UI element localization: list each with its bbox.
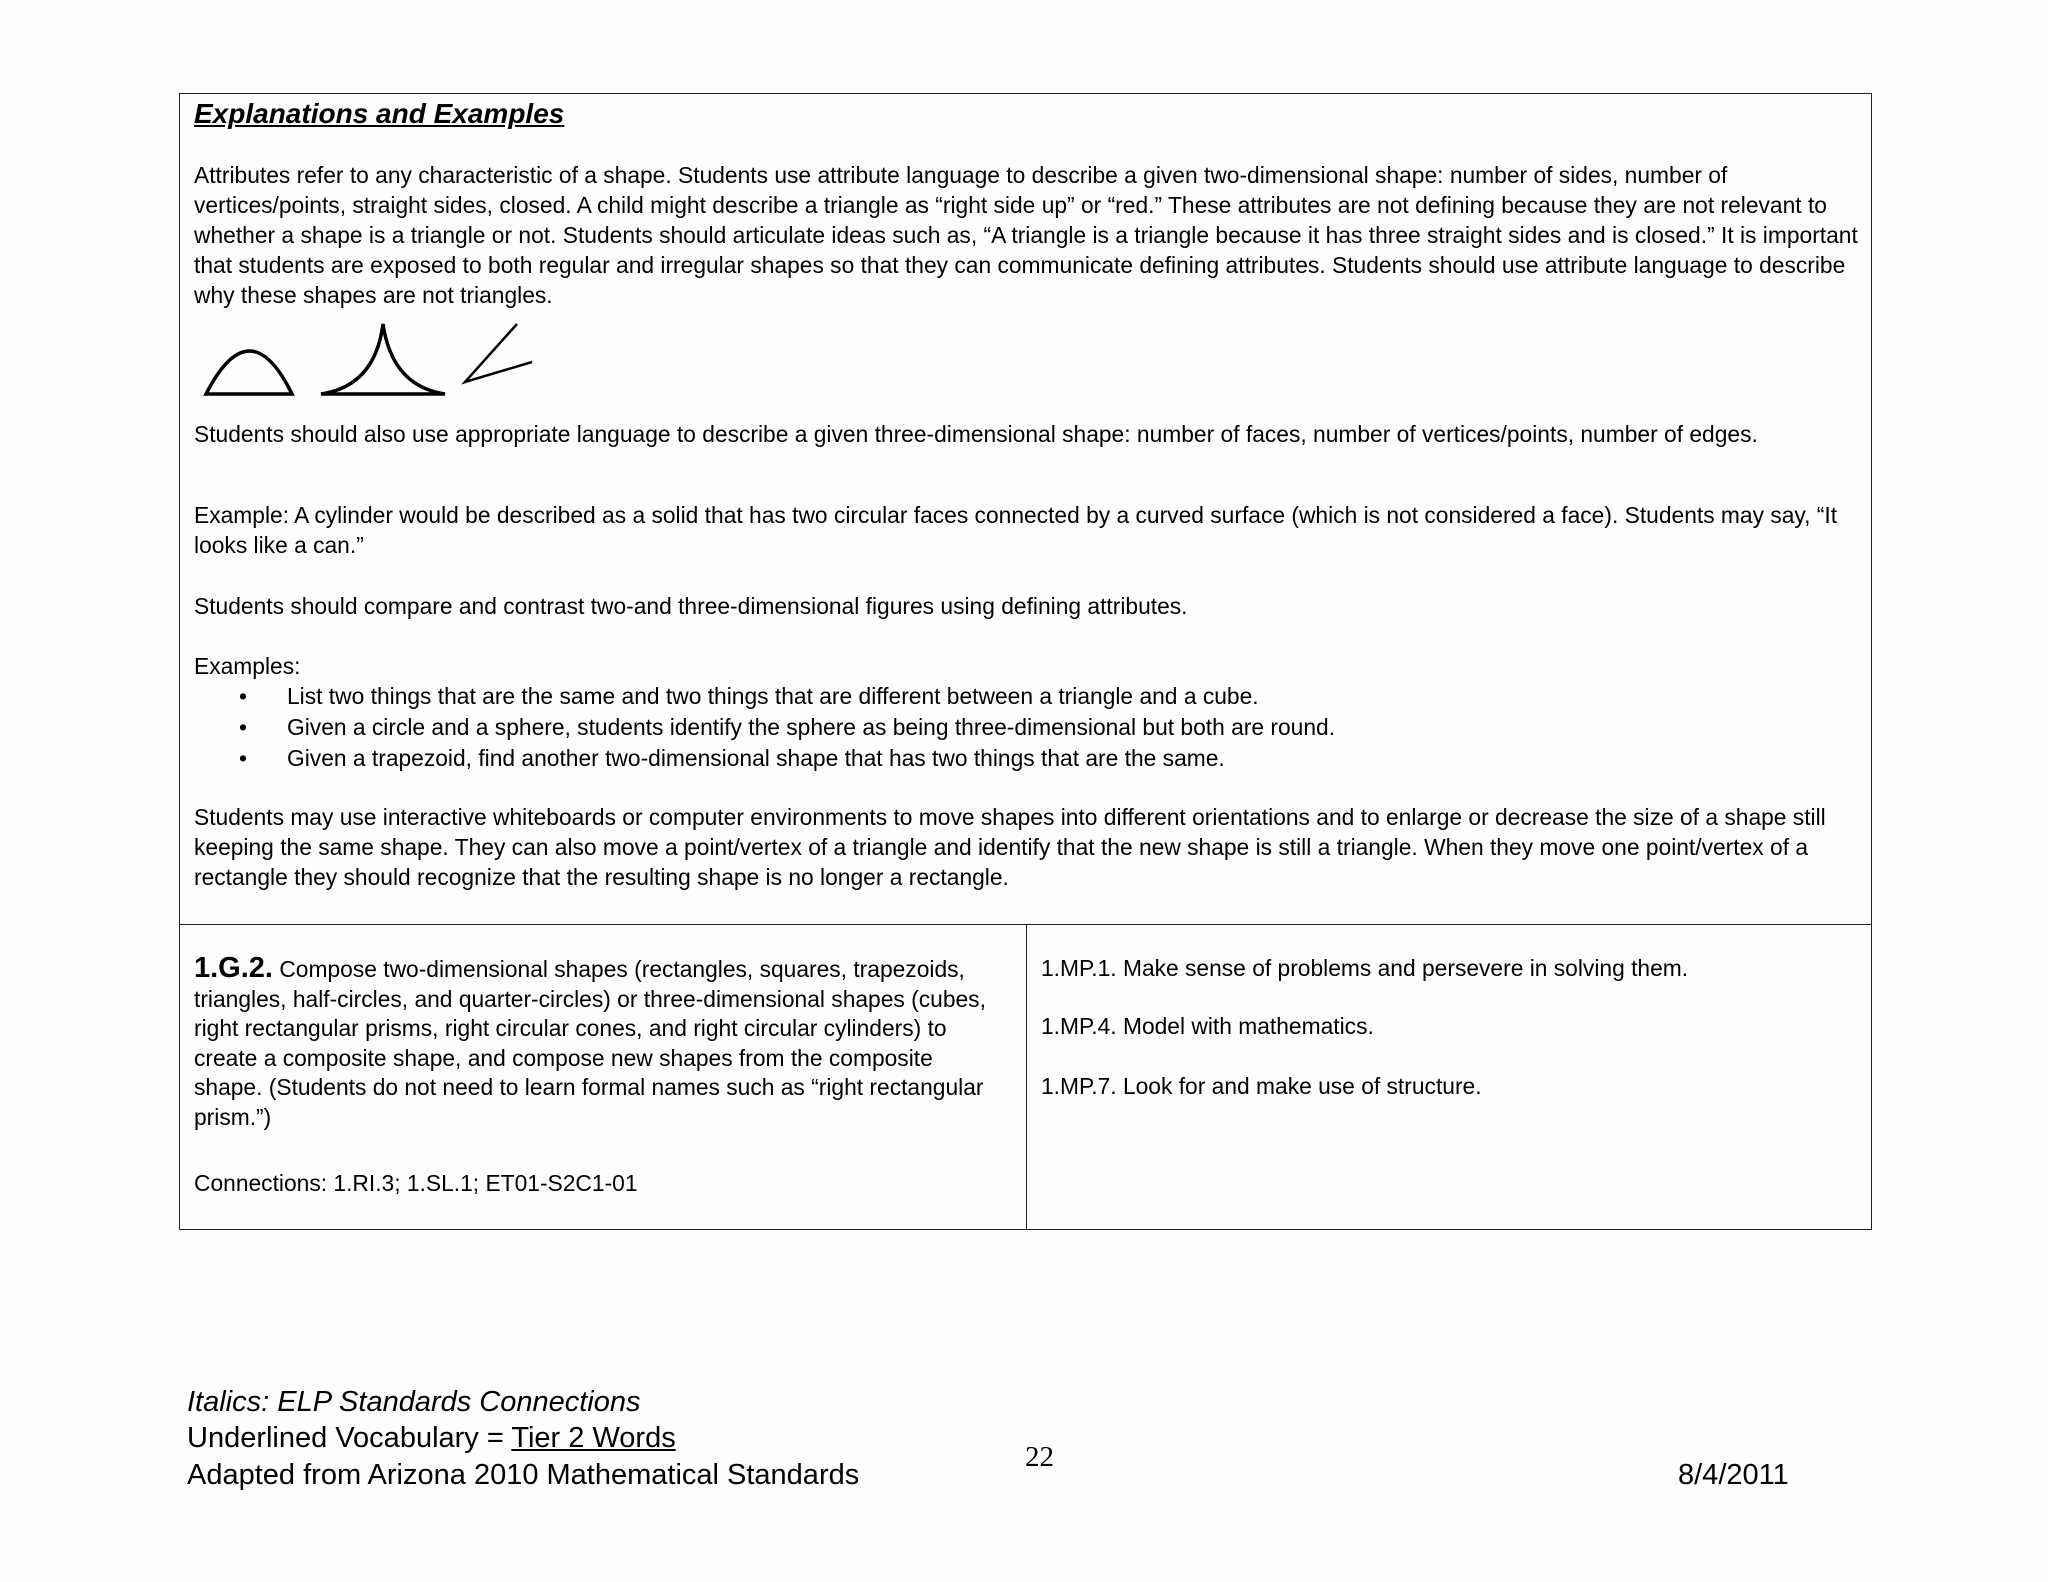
practices-cell: [1026, 924, 1872, 1230]
examples-label: Examples:: [194, 653, 301, 679]
section-heading: Explanations and Examples: [194, 98, 565, 129]
footer-vocab-line: Underlined Vocabulary = Tier 2 Words: [187, 1422, 676, 1454]
practice-item: 1.MP.1. Make sense of problems and persevere in solving them.: [1041, 955, 1689, 981]
list-item: • Given a trapezoid, find another two-dimensional shape that has two things that are the same.: [194, 743, 1335, 774]
examples-list: [194, 681, 1335, 774]
standard-description: Compose two-dimensional shapes (rectangles, squares, trapezoids, triangles, half-circles, and quarter-circles) or three-dimensional shapes (cubes, right rectangular prisms, right circular cones, and right circular cylinders) to create a composite shape, and compose new shapes from the composite shape. (Students do not need to learn formal names such as “right rectangular prism.”): [194, 956, 986, 1130]
list-item: • Given a circle and a sphere, students identify the sphere as being three-dimensional but both are round.: [194, 712, 1335, 743]
compare-contrast-paragraph: Students should compare and contrast two-and three-dimensional figures using defining attributes.: [194, 593, 1188, 619]
non-triangle-shapes-figure: [200, 316, 720, 406]
standard-text: [194, 954, 994, 1132]
connections-text: Connections: 1.RI.3; 1.SL.1; ET01-S2C1-01: [194, 1170, 638, 1196]
curved-spike-shape: [321, 324, 445, 394]
footer-italics-line: Italics: ELP Standards Connections: [187, 1386, 641, 1418]
three-dimensional-paragraph: Students should also use appropriate language to describe a given three-dimensional shape: number of faces, number of vertices/points, number of edges.: [194, 421, 1758, 447]
standard-cell: [179, 924, 1027, 1230]
list-item: • List two things that are the same and two things that are different between a triangle and a cube.: [194, 681, 1335, 712]
explanations-section: [179, 93, 1872, 925]
open-angle-shape: [465, 324, 532, 382]
standard-code: 1.G.2.: [194, 952, 273, 984]
bullet-icon: •: [239, 714, 247, 740]
practice-item: 1.MP.4. Model with mathematics.: [1041, 1013, 1374, 1039]
bullet-icon: •: [239, 683, 247, 709]
tier-2-words: Tier 2 Words: [511, 1422, 676, 1454]
bullet-icon: •: [239, 745, 247, 771]
practice-item: 1.MP.7. Look for and make use of structure.: [1041, 1073, 1482, 1099]
footer-adapted-line: Adapted from Arizona 2010 Mathematical Standards: [187, 1459, 860, 1491]
whiteboard-paragraph: Students may use interactive whiteboards or computer environments to move shapes into different orientations and to enlarge or decrease the size of a shape still keeping the same shape. They can also move a point/vertex of a triangle and identify that the new shape is still a triangle. When they move one point/vertex of a rectangle they should recognize that the resulting shape is no longer a rectangle.: [194, 804, 1826, 890]
curved-arch-shape: [206, 351, 292, 394]
footer-date: 8/4/2011: [1678, 1459, 1789, 1491]
cylinder-example-paragraph: Example: A cylinder would be described as a solid that has two circular faces connected by a curved surface (which is not considered a face). Students may say, “It looks like a can.”: [194, 502, 1838, 558]
page-number: 22: [1025, 1441, 1054, 1473]
attributes-paragraph: Attributes refer to any characteristic of a shape. Students use attribute language to describe a given two-dimensional shape: number of sides, number of vertices/points, straight sides, closed. A child might describe a triangle as “right side up” or “red.” These attributes are not defining because they are not relevant to whether a shape is a triangle or not. Students should articulate ideas such as, “A triangle is a triangle because it has three straight sides and is closed.” It is important that students are exposed to both regular and irregular shapes so that they can communicate defining attributes. Students should use attribute language to describe why these shapes are not triangles.: [194, 162, 1858, 308]
